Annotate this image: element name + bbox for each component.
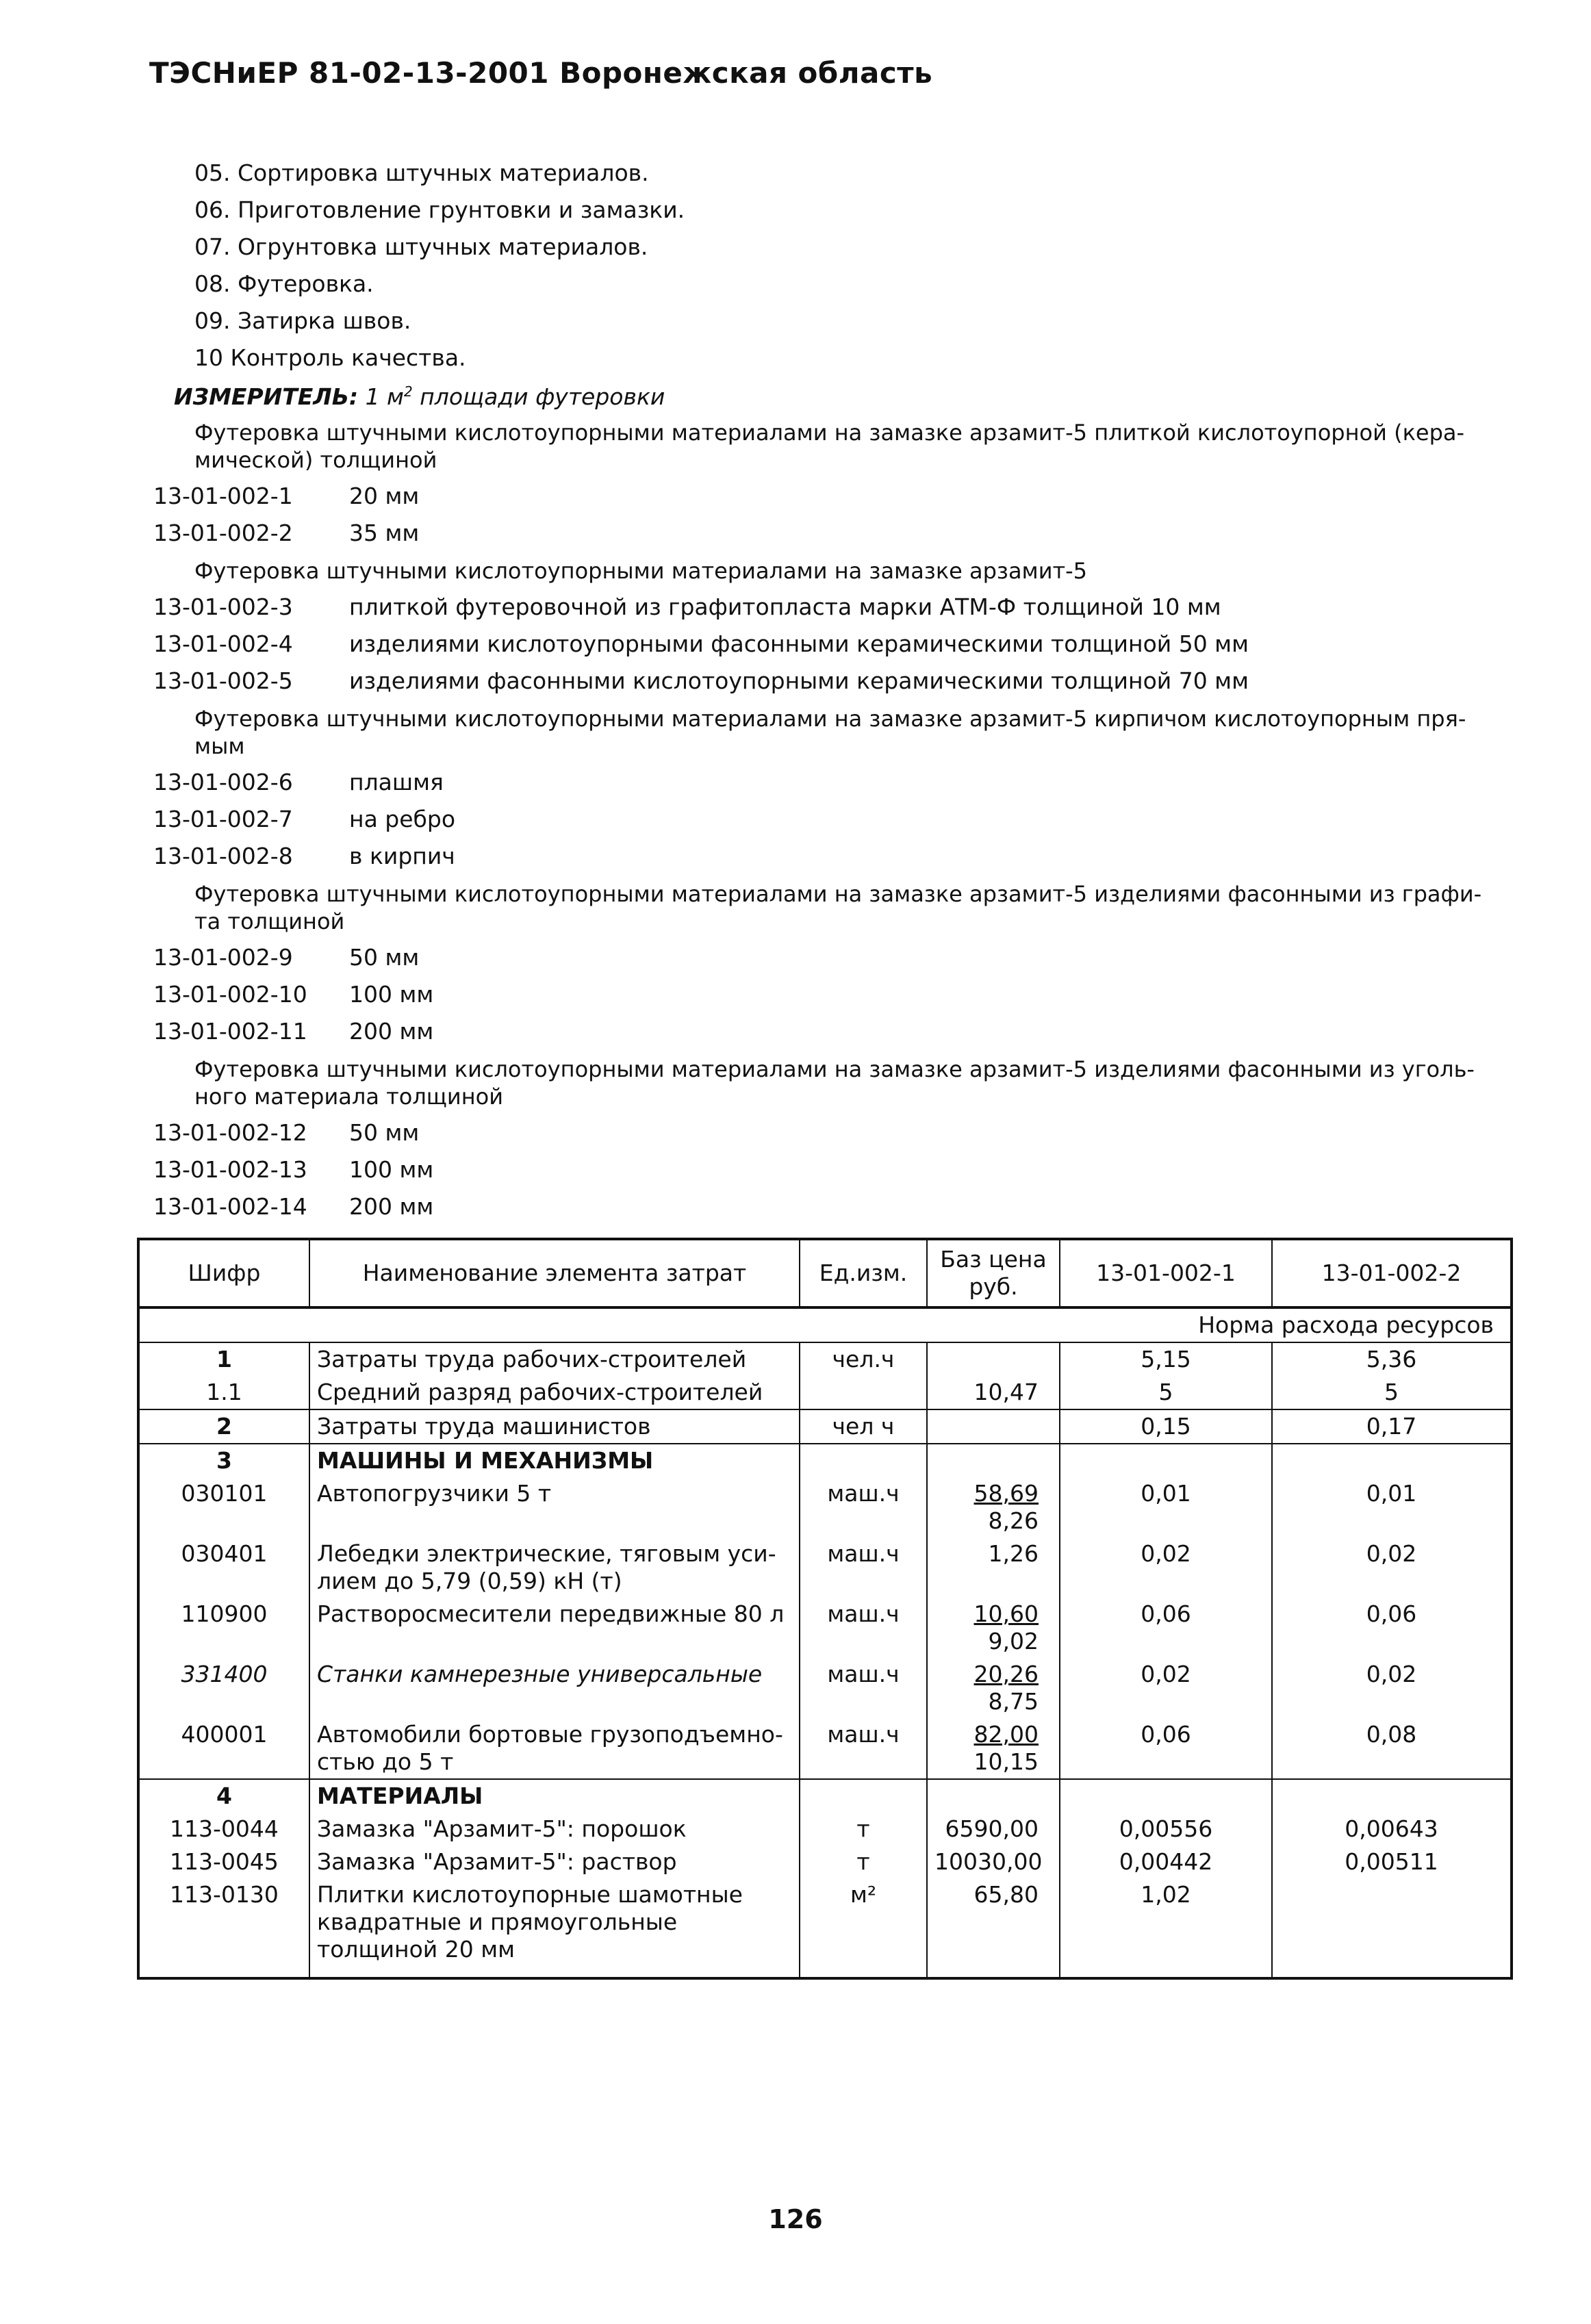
price-machinist-value: 10,15 xyxy=(973,1748,1039,1775)
empty-cell xyxy=(1060,1779,1272,1813)
row-code: 1 xyxy=(138,1342,309,1376)
item-code: 13-01-002-7 xyxy=(153,806,293,832)
table-end-spacer xyxy=(138,1966,1512,1978)
empty-cell xyxy=(927,1444,1060,1477)
row-price xyxy=(927,1718,1060,1779)
item-description: изделиями кислотоупорными фасонными керамическими толщиной 50 мм xyxy=(349,630,1249,657)
item-group xyxy=(153,1056,1495,1225)
norm-row xyxy=(138,1307,1512,1342)
row-code: 030401 xyxy=(138,1537,309,1598)
row-value-col1: 1,02 xyxy=(1060,1878,1272,1966)
row-name: Замазка "Арзамит-5": порошок xyxy=(309,1813,800,1846)
row-code: 113-0044 xyxy=(138,1813,309,1846)
row-value-col1: 0,02 xyxy=(1060,1537,1272,1598)
price-value: 82,00 xyxy=(973,1721,1039,1748)
empty-cell xyxy=(1272,1444,1512,1477)
row-code: 400001 xyxy=(138,1718,309,1779)
header-price: Баз цена руб. xyxy=(927,1239,1060,1307)
empty-cell xyxy=(1272,1966,1512,1978)
row-code: 113-0045 xyxy=(138,1846,309,1878)
item-group xyxy=(153,705,1495,875)
group-title: Футеровка штучными кислотоупорными материалами на замазке арзамит-5 плиткой кислотоупорной (кера-мической) толщиной xyxy=(194,420,1465,473)
price-value: 20,26 xyxy=(973,1661,1039,1687)
item-group xyxy=(153,880,1495,1050)
table-row xyxy=(138,1813,1512,1846)
empty-cell xyxy=(800,1444,927,1477)
work-step: 05. Сортировка штучных материалов. xyxy=(194,159,649,186)
row-code: 2 xyxy=(138,1409,309,1444)
code-item xyxy=(153,1151,1495,1188)
row-value-col1: 0,06 xyxy=(1060,1598,1272,1658)
work-step: 10 Контроль качества. xyxy=(194,344,466,371)
empty-cell xyxy=(927,1966,1060,1978)
empty-cell xyxy=(1060,1966,1272,1978)
code-item xyxy=(153,939,1495,976)
row-name: Автомобили бортовые грузоподъемно-стью до 5 т xyxy=(309,1718,800,1779)
price-value: 1,26 xyxy=(988,1540,1039,1567)
empty-cell xyxy=(138,1966,309,1978)
group-title: Футеровка штучными кислотоупорными материалами на замазке арзамит-5 xyxy=(194,558,1088,584)
item-code: 13-01-002-10 xyxy=(153,981,307,1008)
row-value-col2: 0,02 xyxy=(1272,1537,1512,1598)
item-code: 13-01-002-9 xyxy=(153,944,293,971)
row-code: 4 xyxy=(138,1779,309,1813)
row-unit: чел.ч xyxy=(800,1342,927,1376)
code-item xyxy=(153,626,1495,663)
table-row xyxy=(138,1718,1512,1779)
work-steps-list xyxy=(194,155,685,376)
row-name: МАТЕРИАЛЫ xyxy=(309,1779,800,1813)
item-description: 100 мм xyxy=(349,1156,434,1183)
row-value-col2: 0,17 xyxy=(1272,1409,1512,1444)
table-row xyxy=(138,1878,1512,1966)
header-col2: 13-01-002-2 xyxy=(1272,1239,1512,1307)
row-name: Затраты труда рабочих-строителей xyxy=(309,1342,800,1376)
row-price xyxy=(927,1813,1060,1846)
price-value: 65,80 xyxy=(973,1881,1039,1908)
code-item xyxy=(153,589,1495,626)
row-value-col2: 0,06 xyxy=(1272,1598,1512,1658)
measure-unit xyxy=(174,383,665,410)
price-value: 10,47 xyxy=(973,1379,1039,1405)
item-code: 13-01-002-14 xyxy=(153,1193,307,1220)
row-code: 110900 xyxy=(138,1598,309,1658)
row-code: 030101 xyxy=(138,1477,309,1537)
row-value-col2: 0,00643 xyxy=(1272,1813,1512,1846)
row-price xyxy=(927,1477,1060,1537)
item-description: 20 мм xyxy=(349,483,420,509)
code-item xyxy=(153,801,1495,838)
row-unit: маш.ч xyxy=(800,1658,927,1718)
document-header: ТЭСНиЕР 81-02-13-2001 Воронежская область xyxy=(149,56,933,90)
row-value-col2: 0,01 xyxy=(1272,1477,1512,1537)
header-col1: 13-01-002-1 xyxy=(1060,1239,1272,1307)
page-number: 126 xyxy=(768,2204,823,2234)
work-step: 07. Огрунтовка штучных материалов. xyxy=(194,233,648,260)
row-price xyxy=(927,1846,1060,1878)
table-row xyxy=(138,1477,1512,1537)
measure-unit-value: 1 м xyxy=(365,383,404,410)
row-name: Средний разряд рабочих-строителей xyxy=(309,1376,800,1409)
row-value-col2: 0,08 xyxy=(1272,1718,1512,1779)
code-item xyxy=(153,478,1495,515)
row-name: Лебедки электрические, тяговым уси-лием до 5,79 (0,59) кН (т) xyxy=(309,1537,800,1598)
norm-label: Норма расхода ресурсов xyxy=(1060,1307,1512,1342)
row-unit: маш.ч xyxy=(800,1598,927,1658)
empty-cell xyxy=(309,1966,800,1978)
row-value-col2: 5,36 xyxy=(1272,1342,1512,1376)
row-unit: чел ч xyxy=(800,1409,927,1444)
item-group xyxy=(153,557,1495,700)
table-row xyxy=(138,1537,1512,1598)
item-description: плиткой футеровочной из графитопласта марки АТМ-Ф толщиной 10 мм xyxy=(349,593,1221,620)
row-unit xyxy=(800,1376,927,1409)
row-code: 3 xyxy=(138,1444,309,1477)
code-item xyxy=(153,764,1495,801)
item-code: 13-01-002-3 xyxy=(153,593,293,620)
row-value-col1: 0,06 xyxy=(1060,1718,1272,1779)
measure-unit-exponent: 2 xyxy=(403,383,413,400)
empty-cell xyxy=(1272,1779,1512,1813)
row-unit: т xyxy=(800,1846,927,1878)
row-code: 331400 xyxy=(138,1658,309,1718)
row-value-col2 xyxy=(1272,1878,1512,1966)
code-item xyxy=(153,663,1495,700)
item-groups xyxy=(153,413,1495,1225)
table-row xyxy=(138,1779,1512,1813)
price-machinist-value: 8,75 xyxy=(988,1688,1039,1715)
row-value-col1: 0,15 xyxy=(1060,1409,1272,1444)
item-code: 13-01-002-2 xyxy=(153,520,293,546)
item-group xyxy=(153,419,1495,552)
code-item xyxy=(153,838,1495,875)
row-name: Замазка "Арзамит-5": раствор xyxy=(309,1846,800,1878)
row-value-col1: 5 xyxy=(1060,1376,1272,1409)
row-price xyxy=(927,1878,1060,1966)
row-price xyxy=(927,1598,1060,1658)
row-price xyxy=(927,1376,1060,1409)
code-item xyxy=(153,976,1495,1013)
code-item xyxy=(153,515,1495,552)
row-value-col1: 0,01 xyxy=(1060,1477,1272,1537)
item-description: в кирпич xyxy=(349,843,455,869)
row-unit: маш.ч xyxy=(800,1537,927,1598)
row-name: Затраты труда машинистов xyxy=(309,1409,800,1444)
item-description: 100 мм xyxy=(349,981,434,1008)
code-item xyxy=(153,1114,1495,1151)
item-description: изделиями фасонными кислотоупорными керамическими толщиной 70 мм xyxy=(349,667,1249,694)
empty-cell xyxy=(800,1966,927,1978)
item-code: 13-01-002-11 xyxy=(153,1018,307,1045)
item-code: 13-01-002-13 xyxy=(153,1156,307,1183)
price-value: 58,69 xyxy=(973,1480,1039,1507)
group-title: Футеровка штучными кислотоупорными материалами на замазке арзамит-5 изделиями фасонными из уголь-ного материала толщиной xyxy=(194,1056,1475,1110)
item-description: 50 мм xyxy=(349,944,420,971)
item-code: 13-01-002-6 xyxy=(153,769,293,795)
row-name: Растворосмесители передвижные 80 л xyxy=(309,1598,800,1658)
header-code: Шифр xyxy=(138,1239,309,1307)
row-value-col1: 0,02 xyxy=(1060,1658,1272,1718)
row-price xyxy=(927,1658,1060,1718)
price-value: 10030,00 xyxy=(934,1848,1043,1875)
item-description: 50 мм xyxy=(349,1119,420,1146)
group-title: Футеровка штучными кислотоупорными материалами на замазке арзамит-5 изделиями фасонными из графи-та толщиной xyxy=(194,881,1482,934)
price-value: 10,60 xyxy=(973,1600,1039,1627)
row-value-col1: 0,00442 xyxy=(1060,1846,1272,1878)
item-description: на ребро xyxy=(349,806,456,832)
price-machinist-value: 8,26 xyxy=(988,1507,1039,1534)
item-description: плашмя xyxy=(349,769,444,795)
measure-unit-label: ИЗМЕРИТЕЛЬ: xyxy=(174,383,359,410)
item-code: 13-01-002-12 xyxy=(153,1119,307,1146)
empty-cell xyxy=(927,1779,1060,1813)
row-price xyxy=(927,1537,1060,1598)
row-unit: т xyxy=(800,1813,927,1846)
row-value-col1: 0,00556 xyxy=(1060,1813,1272,1846)
item-description: 200 мм xyxy=(349,1018,434,1045)
price-value: 6590,00 xyxy=(945,1815,1039,1842)
row-name: Станки камнерезные универсальные xyxy=(309,1658,800,1718)
price-machinist-value: 9,02 xyxy=(988,1628,1039,1655)
table-row xyxy=(138,1598,1512,1658)
work-step: 08. Футеровка. xyxy=(194,270,374,297)
row-name: Плитки кислотоупорные шамотные квадратные и прямоугольные толщиной 20 мм xyxy=(309,1878,800,1966)
item-description: 200 мм xyxy=(349,1193,434,1220)
row-unit: м² xyxy=(800,1878,927,1966)
table-row xyxy=(138,1409,1512,1444)
row-name: МАШИНЫ И МЕХАНИЗМЫ xyxy=(309,1444,800,1477)
item-code: 13-01-002-8 xyxy=(153,843,293,869)
row-value-col2: 0,00511 xyxy=(1272,1846,1512,1878)
header-unit: Ед.изм. xyxy=(800,1239,927,1307)
item-description: 35 мм xyxy=(349,520,420,546)
row-name: Автопогрузчики 5 т xyxy=(309,1477,800,1537)
work-step: 09. Затирка швов. xyxy=(194,307,411,334)
table-header-row xyxy=(138,1239,1512,1307)
row-code: 113-0130 xyxy=(138,1878,309,1966)
item-code: 13-01-002-4 xyxy=(153,630,293,657)
item-code: 13-01-002-5 xyxy=(153,667,293,694)
row-value-col2: 5 xyxy=(1272,1376,1512,1409)
row-code: 1.1 xyxy=(138,1376,309,1409)
row-unit: маш.ч xyxy=(800,1718,927,1779)
code-item xyxy=(153,1013,1495,1050)
table-row xyxy=(138,1444,1512,1477)
cost-table xyxy=(137,1238,1513,1980)
item-code: 13-01-002-1 xyxy=(153,483,293,509)
row-price xyxy=(927,1409,1060,1444)
empty-cell xyxy=(800,1779,927,1813)
table-row xyxy=(138,1658,1512,1718)
code-item xyxy=(153,1188,1495,1225)
group-title: Футеровка штучными кислотоупорными материалами на замазке арзамит-5 кирпичом кислотоупорным пря-мым xyxy=(194,706,1466,759)
header-name: Наименование элемента затрат xyxy=(309,1239,800,1307)
row-unit: маш.ч xyxy=(800,1477,927,1537)
table-row xyxy=(138,1376,1512,1409)
row-value-col1: 5,15 xyxy=(1060,1342,1272,1376)
empty-cell xyxy=(1060,1444,1272,1477)
work-step: 06. Приготовление грунтовки и замазки. xyxy=(194,196,685,223)
table-row xyxy=(138,1342,1512,1376)
row-price xyxy=(927,1342,1060,1376)
measure-unit-subject: площади футеровки xyxy=(412,383,665,410)
table-row xyxy=(138,1846,1512,1878)
row-value-col2: 0,02 xyxy=(1272,1658,1512,1718)
